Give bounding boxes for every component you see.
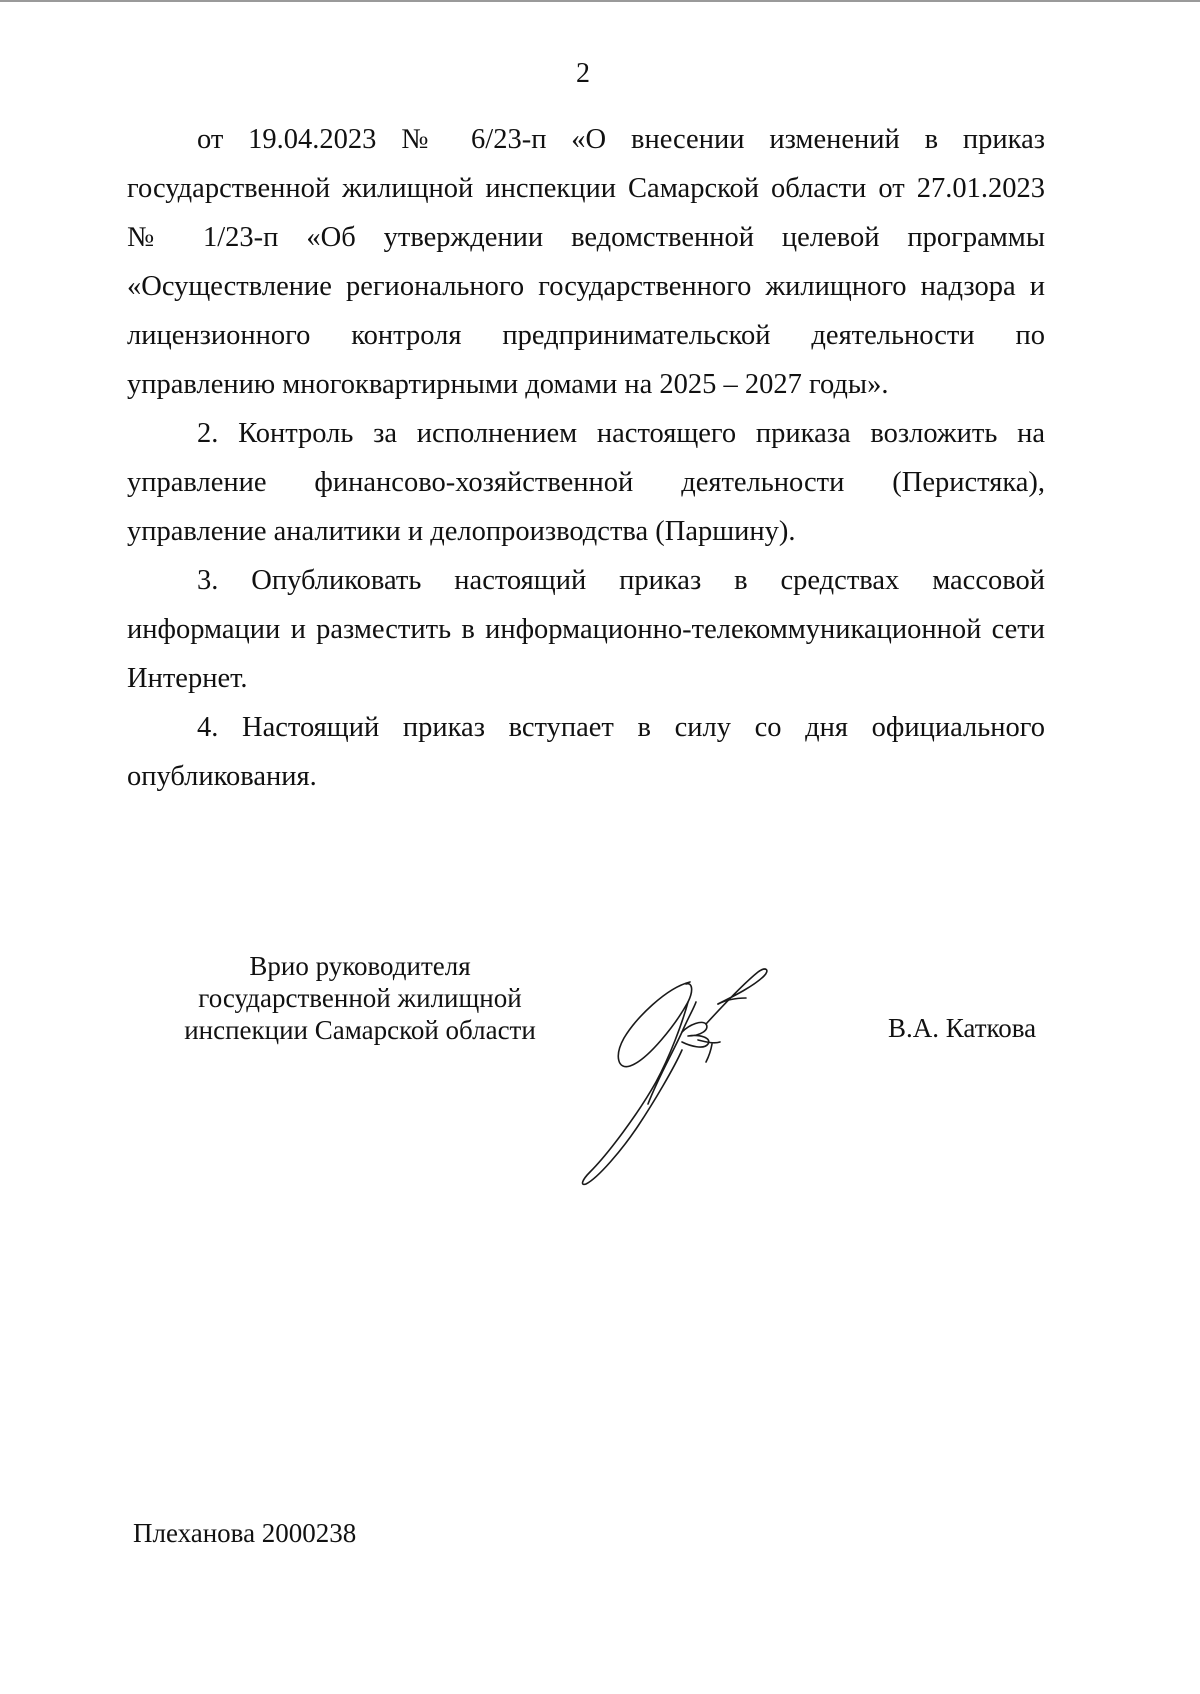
document-body <box>127 115 1045 801</box>
paragraph-item-4: 4. Настоящий приказ вступает в силу со дня официального опубликования. <box>127 712 1045 792</box>
paragraph-continuation: от 19.04.2023 № 6/23-п «О внесении изменений в приказ государственной жилищной инспекции Самарской области от 27.01.2023 № 1/23-п «Об утверждении ведомственной целевой программы «Осуществление регионального государственного жилищного надзора и лицензионного контроля предпринимательской деятельности по управлению многоквартирными домами на 2025 – 2027 годы». <box>127 124 1045 400</box>
page-number: 2 <box>576 58 590 89</box>
paragraph-item-3: 3. Опубликовать настоящий приказ в средствах массовой информации и разместить в информационно-телекоммуникационной сети Интернет. <box>127 565 1045 694</box>
signatory-position-line: инспекции Самарской области <box>184 1015 536 1045</box>
signatory-position <box>150 950 570 1046</box>
signatory-position-line: Врио руководителя <box>249 951 471 981</box>
paragraph-item-2: 2. Контроль за исполнением настоящего приказа возложить на управление финансово-хозяйственной деятельности (Перистяка), управление аналитики и делопроизводства (Паршину). <box>127 418 1045 547</box>
executor-contact: Плеханова 2000238 <box>133 1518 357 1548</box>
handwritten-signature <box>578 958 818 1188</box>
signatory-position-line: государственной жилищной <box>198 983 522 1013</box>
signer-name: В.А. Каткова <box>888 1013 1037 1043</box>
top-edge-line <box>0 0 1200 2</box>
